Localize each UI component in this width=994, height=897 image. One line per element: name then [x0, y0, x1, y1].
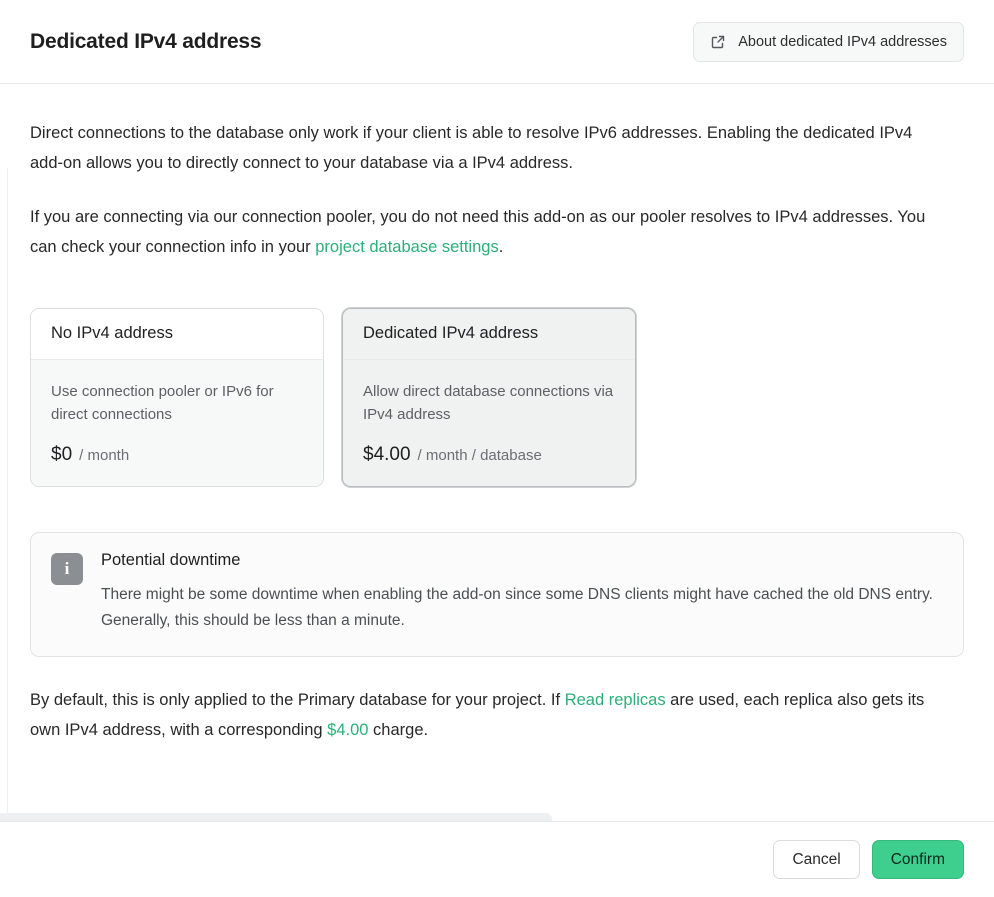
panel-left-edge [0, 168, 8, 821]
page-bottom-strip [0, 813, 552, 821]
plan-price [51, 444, 303, 466]
confirm-button[interactable]: Confirm [872, 840, 964, 879]
external-link-icon [710, 34, 726, 50]
notice-title: Potential downtime [101, 551, 241, 569]
plan-name: Dedicated IPv4 address [343, 309, 635, 360]
footnote-amount: $4.00 [327, 721, 369, 739]
footnote-before-link: By default, this is only applied to the Primary database for your project. If [30, 691, 565, 709]
plan-option-dedicated-ipv4[interactable] [342, 308, 636, 487]
pooler-paragraph-tail: . [498, 238, 504, 256]
info-icon: i [51, 553, 83, 585]
plan-price-amount: $4.00 [363, 444, 411, 465]
panel-header [0, 0, 994, 84]
panel-body [0, 84, 994, 821]
about-dedicated-ipv4-button[interactable] [693, 22, 964, 62]
plan-price-unit: / month [79, 447, 130, 464]
project-database-settings-link[interactable]: project database settings [315, 238, 499, 256]
read-replicas-link[interactable]: Read replicas [564, 691, 666, 709]
plan-description: Allow direct database connections via IPv4 address [363, 383, 614, 423]
plan-body [343, 360, 635, 486]
plan-description: Use connection pooler or IPv6 for direct connections [51, 383, 274, 423]
notice-description: There might be some downtime when enabling the add-on since some DNS clients might have cached the old DNS entry. Generally, this should be less than a minute. [101, 586, 933, 629]
plan-option-no-ipv4[interactable] [30, 308, 324, 487]
plan-price-unit: / month / database [417, 447, 542, 464]
cancel-button[interactable]: Cancel [773, 840, 859, 879]
plan-name: No IPv4 address [31, 309, 323, 360]
plan-options [30, 308, 964, 487]
pooler-paragraph-text: If you are connecting via our connection pooler, you do not need this add-on as our pooler resolves to IPv4 addresses. You can check your connection info in your [30, 208, 926, 256]
footnote-tail: charge. [368, 721, 429, 739]
notice-content [101, 551, 943, 634]
replica-footnote [30, 685, 945, 745]
page-title: Dedicated IPv4 address [30, 29, 262, 53]
intro-paragraph: Direct connections to the database only work if your client is able to resolve IPv6 addresses. Enabling the dedicated IPv4 add-on allows you to directly connect to your database via a IPv4 address. [30, 124, 913, 172]
panel-footer [0, 821, 994, 897]
about-button-label: About dedicated IPv4 addresses [738, 33, 947, 50]
footnote-after-link: are used, each replica also gets its own IPv4 address, with a corresponding [30, 691, 925, 739]
pooler-paragraph [30, 202, 940, 262]
plan-body [31, 360, 323, 486]
plan-price [363, 444, 615, 466]
potential-downtime-notice [30, 532, 964, 657]
plan-price-amount: $0 [51, 444, 73, 465]
